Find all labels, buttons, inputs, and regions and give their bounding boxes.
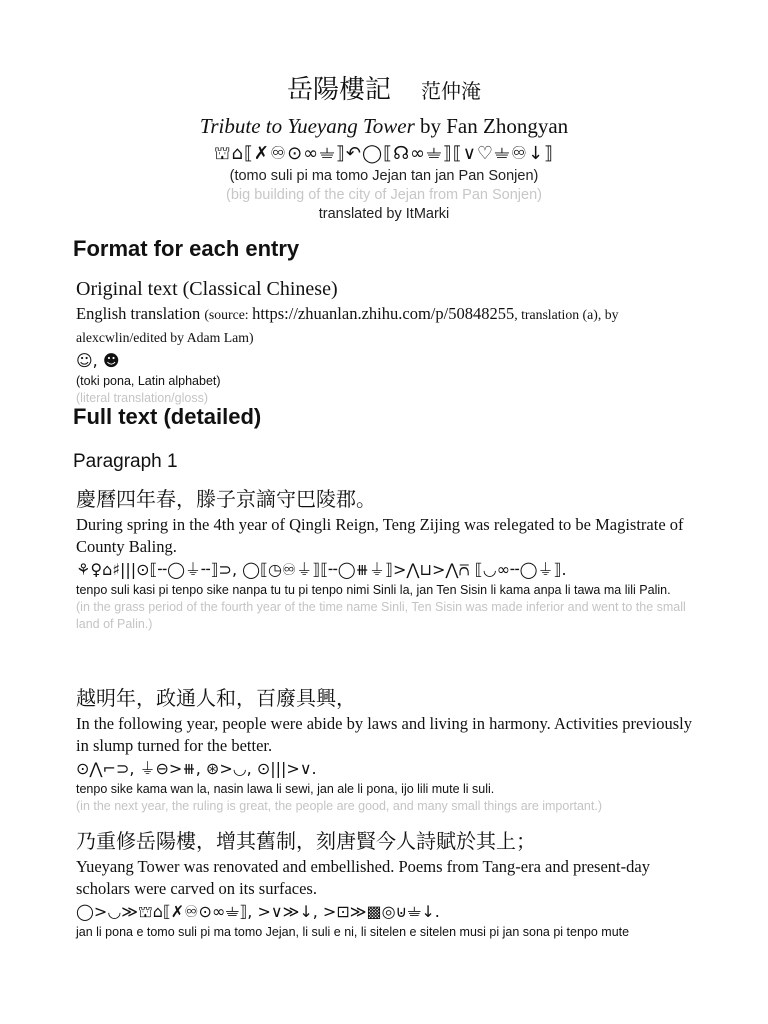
source-prefix: (source:	[204, 307, 253, 322]
format-gloss: (literal translation/gloss)	[76, 391, 208, 405]
title-block	[0, 72, 768, 224]
english-title-italic: Tribute to Yueyang Tower	[199, 114, 415, 138]
entry-chinese: 乃重修岳陽樓，增其舊制，刻唐賢今人詩賦於其上；	[76, 829, 536, 853]
format-english-line	[76, 303, 696, 349]
format-heading: Format for each entry	[73, 236, 300, 261]
entry-glyphs: ⊙⋀⌐⊃, ⏚⊖>⧻, ⊛>◡, ⊙|||>∨.	[76, 759, 317, 778]
chinese-title	[0, 72, 768, 109]
english-title-author: by Fan Zhongyan	[414, 114, 569, 138]
entry-toki-pona: tenpo sike kama wan la, nasin lawa li sewi, jan ale li pona, ijo lili mute li suli.	[76, 782, 495, 796]
english-title	[0, 111, 768, 141]
format-example	[76, 275, 696, 407]
title-gloss: (big building of the city of Jejan from Pan Sonjen)	[226, 187, 542, 203]
entry-english: In the following year, people were abide by laws and living in harmony. Activities previously in slump turned for the better.	[76, 714, 692, 755]
entry-toki-pona: tenpo suli kasi pi tenpo sike nanpa tu tu pi tenpo nimi Sinli la, jan Ten Sisin li kama anpa li tawa ma lili Palin.	[76, 583, 671, 597]
translator-credit: translated by ItMarki	[318, 206, 450, 222]
entry-2	[76, 683, 696, 815]
entry-1	[76, 484, 696, 633]
author-chinese-name: 范仲淹	[421, 79, 481, 103]
entry-chinese: 慶曆四年春，滕子京謫守巴陵郡。	[76, 487, 376, 511]
entry-toki-pona: jan li pona e tomo suli pi ma tomo Jejan, li suli e ni, li sitelen e sitelen musi pi jan sona pi tenpo mute	[76, 925, 630, 939]
full-text-heading: Full text (detailed)	[73, 404, 262, 429]
entry-gloss: (in the next year, the ruling is great, the people are good, and many small things are important.)	[76, 799, 602, 813]
format-latin: (toki pona, Latin alphabet)	[76, 374, 221, 388]
source-link[interactable]: https://zhuanlan.zhihu.com/p/50848255	[252, 304, 515, 323]
title-chinese-text: 岳陽樓記	[286, 75, 391, 105]
paragraph-heading: Paragraph 1	[73, 451, 178, 472]
entry-chinese: 越明年，政通人和，百廢具興，	[76, 686, 356, 710]
entry-glyphs: ◯>◡≫⛫⌂⟦✗♾⊙∞⏚⟧, >∨≫↓, >⊡≫▩◎⊍⏚↓.	[76, 902, 440, 921]
entry-english: During spring in the 4th year of Qingli Reign, Teng Zijing was relegated to be Magistrate of County Baling.	[76, 515, 684, 556]
format-original-text: Original text (Classical Chinese)	[76, 278, 338, 300]
title-toki-pona: (tomo suli pi ma tomo Jejan tan jan Pan Sonjen)	[229, 168, 539, 184]
entry-3	[76, 826, 696, 941]
entry-glyphs: ⚘♀⌂♯|||⊙⟦╌◯⏚╌⟧⊃, ◯⟦◷♾⏚⟧⟦╌◯⧻⏚⟧>⋀⊔>⋀⩃ ⟦◡∞╌◯⏚⟧.	[76, 560, 567, 579]
entry-english: Yueyang Tower was renovated and embellished. Poems from Tang-era and present-day scholars were carved on its surfaces.	[76, 857, 650, 898]
format-english-label: English translation	[76, 304, 201, 323]
source-suffix: , translation (a), by alexcwlin/edited by Adam Lam)	[76, 307, 619, 345]
title-sitelen-pona: ⛫⌂⟦✗♾⊙∞⏚⟧↶◯⟦☊∞⏚⟧⟦∨♡⏚♾↓⟧	[214, 143, 554, 164]
format-glyphs: ☺︎, ☻	[76, 351, 120, 370]
entry-gloss: (in the grass period of the fourth year of the time name Sinli, Ten Sisin was made inferior and went to the small land of Palin.)	[76, 600, 686, 631]
